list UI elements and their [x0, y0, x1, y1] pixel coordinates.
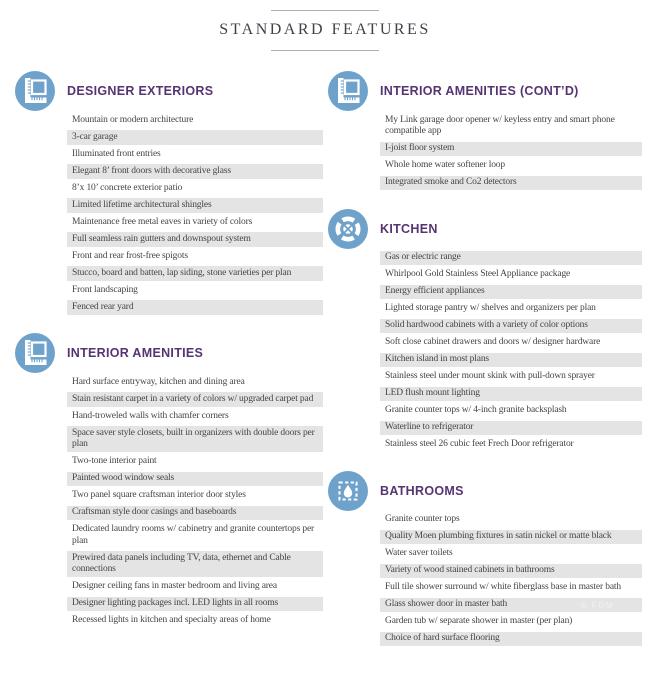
feature-text: Maintenance free metal eaves in variety of colors	[72, 216, 253, 227]
feature-text: Granite counter tops w/ 4-inch granite backsplash	[385, 405, 567, 415]
feature-row	[380, 581, 642, 596]
feature-text: Front and rear frost-free spigots	[72, 250, 188, 261]
feature-row	[67, 455, 323, 470]
feature-row	[380, 547, 642, 562]
framing-square-icon	[15, 333, 55, 373]
feature-text: Front landscaping	[72, 284, 138, 295]
feature-list	[67, 375, 323, 631]
feature-row	[67, 472, 323, 487]
feature-text: Waterline to refrigerator	[385, 422, 474, 432]
feature-row	[380, 336, 642, 351]
feature-row	[380, 142, 642, 157]
feature-text: Painted wood window seals	[72, 473, 175, 483]
feature-row	[67, 232, 323, 247]
feature-row	[67, 130, 323, 145]
feature-text: Whole home water softener loop	[385, 160, 506, 170]
feature-text: Fenced rear yard	[72, 301, 134, 312]
feature-row	[380, 251, 642, 266]
left-column	[15, 71, 323, 665]
feature-row	[67, 249, 323, 264]
feature-list	[380, 513, 642, 649]
section-title: KITCHEN	[380, 221, 438, 236]
feature-text: LED flush mount lighting	[385, 388, 480, 398]
feature-text: Two-tone interior paint	[72, 456, 157, 466]
section-kitchen	[328, 209, 642, 455]
feature-row	[67, 181, 323, 196]
feature-row	[67, 113, 323, 128]
feature-row	[67, 426, 323, 452]
photo-watermark: © FGM	[580, 601, 614, 610]
water-drop-icon	[328, 471, 368, 511]
feature-row	[67, 409, 323, 424]
feature-row	[380, 564, 642, 579]
feature-text: Dedicated laundry rooms w/ cabinetry and granite countertops per plan	[72, 524, 315, 546]
feature-row	[380, 268, 642, 283]
feature-text: Illuminated front entries	[72, 148, 161, 159]
feature-text: Choice of hard surface flooring	[385, 633, 500, 643]
feature-text: Gas or electric range	[385, 252, 461, 262]
section-interior-amenities	[15, 333, 323, 631]
feature-row	[380, 513, 642, 528]
feature-row	[67, 489, 323, 504]
section-designer-exteriors	[15, 71, 323, 317]
feature-text: 8’x 10’ concrete exterior patio	[72, 182, 183, 193]
framing-square-icon	[15, 71, 55, 111]
right-column	[328, 71, 642, 665]
feature-text: Full seamless rain gutters and downspout system	[72, 233, 251, 244]
feature-text: Lighted storage pantry w/ shelves and organizers per plan	[385, 303, 596, 313]
feature-row	[380, 113, 642, 139]
section-bathrooms	[328, 471, 642, 649]
feature-row	[380, 159, 642, 174]
feature-row	[380, 632, 642, 647]
section-title: INTERIOR AMENITIES	[67, 346, 204, 360]
feature-row	[67, 147, 323, 162]
feature-row	[380, 387, 642, 402]
feature-row	[380, 319, 642, 334]
feature-row	[380, 302, 642, 317]
feature-text: Limited lifetime architectural shingles	[72, 199, 212, 210]
feature-row	[380, 285, 642, 300]
feature-text: Variety of wood stained cabinets in bathrooms	[385, 565, 555, 575]
feature-text: Full tile shower surround w/ white fiberglass base in master bath	[385, 582, 621, 592]
page-title-block	[0, 0, 650, 51]
feature-text: Solid hardwood cabinets with a variety of color options	[385, 320, 588, 330]
title-rule-bottom	[271, 50, 379, 51]
feature-row	[67, 580, 323, 595]
feature-row	[67, 198, 323, 213]
feature-text: Water saver toilets	[385, 548, 453, 558]
feature-row	[67, 215, 323, 230]
feature-text: Two panel square craftsman interior door styles	[72, 490, 246, 500]
feature-row	[380, 353, 642, 368]
feature-row	[380, 421, 642, 436]
feature-text: Stainless steel under mount skink with pull-down sprayer	[385, 371, 595, 381]
title-rule-top	[271, 10, 379, 11]
feature-text: I-joist floor system	[385, 143, 455, 153]
feature-row	[380, 370, 642, 385]
feature-row	[380, 598, 642, 613]
feature-text: Hand-troweled walls with chamfer corners	[72, 410, 229, 421]
feature-text: Recessed lights in kitchen and specialty areas of home	[72, 615, 271, 625]
feature-text: Elegant 8’ front doors with decorative glass	[72, 165, 231, 176]
feature-text: Designer lighting packages incl. LED lights in all rooms	[72, 598, 279, 608]
feature-row	[380, 438, 642, 453]
feature-row	[380, 404, 642, 419]
feature-row	[67, 164, 323, 179]
framing-square-icon	[328, 71, 368, 111]
feature-text: Hard surface entryway, kitchen and dining area	[72, 376, 245, 387]
feature-text: Quality Moen plumbing fixtures in satin nickel or matte black	[385, 531, 612, 541]
feature-row	[67, 597, 323, 612]
feature-text: Soft close cabinet drawers and doors w/ designer hardware	[385, 337, 601, 347]
feature-text: Granite counter tops	[385, 514, 460, 524]
section-title: INTERIOR AMENITIES (CONT’D)	[380, 84, 579, 98]
feature-text: Garden tub w/ separate shower in master (per plan)	[385, 616, 573, 626]
feature-row	[67, 506, 323, 521]
feature-list	[67, 113, 323, 317]
feature-row	[380, 176, 642, 191]
feature-text: Designer ceiling fans in master bedroom and living area	[72, 581, 277, 591]
feature-text: Space saver style closets, built in organizers with double doors per plan	[72, 427, 315, 449]
feature-row	[67, 551, 323, 577]
feature-list	[380, 113, 642, 193]
feature-text: Craftsman style door casings and baseboards	[72, 507, 237, 517]
feature-list	[380, 251, 642, 455]
feature-row	[67, 300, 323, 315]
feature-row	[67, 392, 323, 407]
feature-row	[67, 523, 323, 549]
feature-row	[67, 283, 323, 298]
feature-row	[67, 614, 323, 629]
feature-columns	[0, 71, 650, 665]
feature-text: Glass shower door in master bath	[385, 599, 508, 609]
feature-text: Whirlpool Gold Stainless Steel Appliance package	[385, 269, 571, 279]
page-title: STANDARD FEATURES	[219, 21, 431, 38]
feature-text: Integrated smoke and Co2 detectors	[385, 177, 517, 187]
feature-row	[67, 266, 323, 281]
feature-text: Mountain or modern architecture	[72, 114, 194, 125]
feature-text: Prewired data panels including TV, data, ethernet and Cable connections	[72, 552, 291, 574]
feature-text: Stucco, board and batten, lap siding, stone varieties per plan	[72, 267, 292, 278]
feature-row	[380, 530, 642, 545]
feature-text: Kitchen island in most plans	[385, 354, 489, 364]
feature-row	[380, 615, 642, 630]
feature-text: Stain resistant carpet in a variety of colors w/ upgraded carpet pad	[72, 393, 314, 404]
section-title: DESIGNER EXTERIORS	[67, 84, 214, 98]
feature-text: My Link garage door opener w/ keyless entry and smart phone compatible app	[385, 114, 615, 136]
section-interior-amenities-contd	[328, 71, 642, 193]
feature-row	[67, 375, 323, 390]
feature-text: Energy efficient appliances	[385, 286, 485, 296]
feature-text: Stainless steel 26 cubic feet Frech Door refrigerator	[385, 439, 574, 449]
stove-burner-icon	[328, 209, 368, 249]
feature-text: 3-car garage	[72, 131, 118, 142]
section-title: BATHROOMS	[380, 483, 464, 498]
